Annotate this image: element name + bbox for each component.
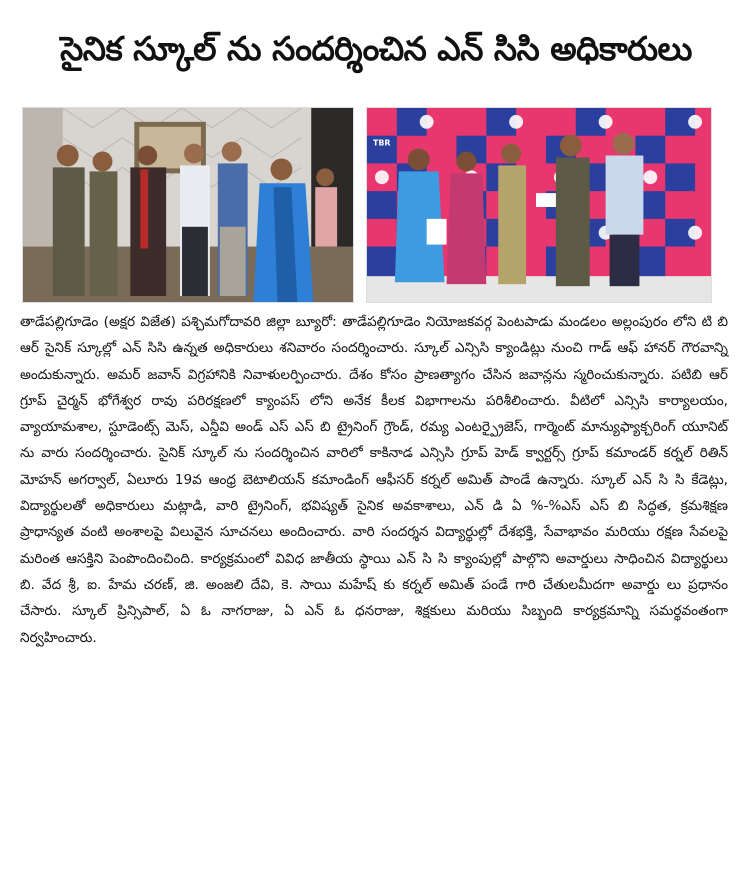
- article-headline: సైనిక స్కూల్ ను సందర్శించిన ఎన్ సిసి అధికారులు: [60, 29, 692, 68]
- newspaper-clipping: [12, 6, 740, 868]
- photo-award-presentation-image: [367, 108, 711, 302]
- photo-award-presentation: [366, 107, 712, 303]
- article-body: తాడేపల్లిగూడెం (అక్షర విజేత) పశ్చిమగోదావరి జిల్లా బ్యూరో: తాడేపల్లిగూడెం నియోజకవర్గ పెంటపాడు మండలం అల్లంపురం లోని టి బి ఆర్ సైనిక్ స్కూల్లో ఎన్ సిసి ఉన్నత అధికారులు శనివారం సందర్శించారు. స్కూల్ ఎన్సిసి క్యాండిట్లు నుంచి గాడ్ ఆఫ్ హానర్ గౌరవాన్ని అందుకున్నారు. అమర్ జవాన్ విగ్రహానికి నివాళులర్పించారు. దేశం కోసం ప్రాణత్యాగం చేసిన జవాన్లను స్మరించుకున్నారు. పటిబి ఆర్ గ్రూప్ చైర్మన్ భోగేశ్వర రావు పరిరక్షణలో క్యాంపస్ లోని అనేక కీలక విభాగాలను పరిశీలించారు. వీటిలో ఎన్సిసి కార్యాలయం, వ్యాయామశాల, స్టూడెంట్స్ మెస్, ఎన్డీవి అండ్ ఎస్ ఎస్ బి ట్రైనింగ్ గ్రౌండ్, రమ్య ఎంటర్ప్రైజెస్, గార్మెంట్ మాన్యుఫ్యాక్చరింగ్ యూనిట్ ను వారు సందర్శించారు. సైనిక్ స్కూల్ ను సందర్శించిన వారిలో కాకినాడ ఎన్సిసి గ్రూప్ హెడ్ క్వార్టర్స్ గ్రూప్ కమాండర్ కర్నల్ రితిన్ మోహన్ అగర్వాల్, ఏలూరు 19వ ఆంధ్ర బెటాలియన్ కమాండింగ్ ఆఫీసర్ కర్నల్ అమిత్ పాండే ఉన్నారు. స్కూల్ ఎన్ సి సి కేడెట్లు, విద్యార్థులతో అధికారులు మట్లాడి, వారి ట్రైనింగ్, భవిష్యత్ సైనిక అవకాశాలు, ఎన్ డి ఏ %-%ఎస్ ఎస్ బి సిద్ధత, క్రమశిక్షణ ప్రాధాన్యత వంటి అంశాలపై విలువైన సూచనలు అందించారు. వారి సందర్శన విద్యార్థుల్లో దేశభక్తి, సేవాభావం మరియు రక్షణ సేవలపై మరింత ఆసక్తిని పెంపొందించింది. కార్యక్రమంలో వివిధ జాతీయ స్థాయి ఎన్ సి సి క్యాంపుల్లో పాల్గొని అవార్డులు సాధించిన విద్యార్థులు బి. వేద శ్రీ, ఐ. హేమ చరణ్, జి. అంజలి దేవి, కె. సాయి మహేష్ కు కర్నల్ అమిత్ పండే గారి చేతులమీదగా అవార్డు లు ప్రధానం చేసారు. స్కూల్ ప్రిన్సిపాల్, ఏ ఓ నాగరాజు, ఏ ఎన్ ఓ ధనరాజు, శిక్షకులు మరియు సిబ్బంది కార్యక్రమాన్ని సమర్థవంతంగా నిర్వహించారు.: [20, 314, 728, 646]
- backdrop-logo-text: TBR: [372, 138, 391, 148]
- photo-officials-room: [22, 107, 354, 303]
- photo-officials-room-image: [23, 108, 353, 302]
